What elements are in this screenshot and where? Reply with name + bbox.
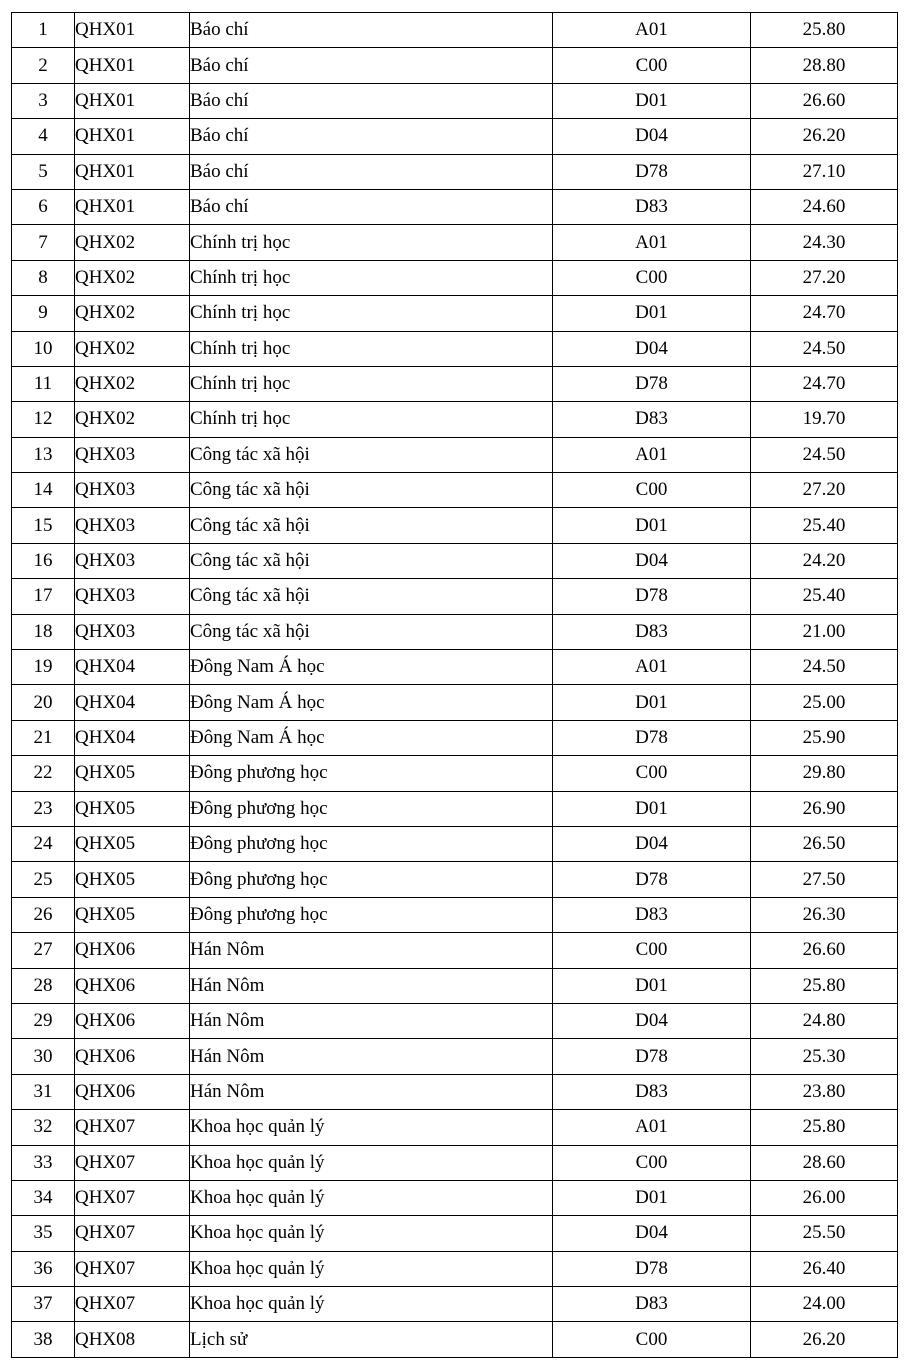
subject-block-cell: A01 [553, 225, 751, 260]
score-cell: 24.70 [751, 366, 898, 401]
table-row [12, 1251, 898, 1286]
major-code-cell: QHX03 [75, 473, 190, 508]
major-code-cell: QHX02 [75, 366, 190, 401]
subject-block-cell: D83 [553, 1074, 751, 1109]
table-row [12, 366, 898, 401]
row-number-cell: 15 [12, 508, 75, 543]
subject-block-cell: A01 [553, 650, 751, 685]
major-code-cell: QHX07 [75, 1180, 190, 1215]
score-cell: 26.20 [751, 1322, 898, 1357]
major-code-cell: QHX01 [75, 154, 190, 189]
major-name-cell: Đông phương học [190, 756, 553, 791]
major-code-cell: QHX01 [75, 119, 190, 154]
score-cell: 23.80 [751, 1074, 898, 1109]
major-name-cell: Chính trị học [190, 366, 553, 401]
row-number-cell: 1 [12, 13, 75, 48]
score-cell: 24.50 [751, 650, 898, 685]
score-cell: 26.60 [751, 933, 898, 968]
score-cell: 19.70 [751, 402, 898, 437]
major-code-cell: QHX02 [75, 225, 190, 260]
subject-block-cell: C00 [553, 260, 751, 295]
major-code-cell: QHX02 [75, 260, 190, 295]
score-cell: 25.50 [751, 1216, 898, 1251]
subject-block-cell: A01 [553, 437, 751, 472]
subject-block-cell: D83 [553, 402, 751, 437]
major-name-cell: Đông phương học [190, 791, 553, 826]
table-row [12, 154, 898, 189]
subject-block-cell: D04 [553, 331, 751, 366]
table-row [12, 331, 898, 366]
row-number-cell: 25 [12, 862, 75, 897]
subject-block-cell: D78 [553, 579, 751, 614]
table-row [12, 225, 898, 260]
table-row [12, 473, 898, 508]
major-code-cell: QHX07 [75, 1145, 190, 1180]
score-cell: 21.00 [751, 614, 898, 649]
score-cell: 26.60 [751, 83, 898, 118]
row-number-cell: 23 [12, 791, 75, 826]
subject-block-cell: C00 [553, 48, 751, 83]
major-name-cell: Khoa học quản lý [190, 1145, 553, 1180]
row-number-cell: 12 [12, 402, 75, 437]
subject-block-cell: A01 [553, 13, 751, 48]
score-cell: 25.40 [751, 508, 898, 543]
score-cell: 27.20 [751, 473, 898, 508]
major-name-cell: Lịch sử [190, 1322, 553, 1357]
subject-block-cell: C00 [553, 756, 751, 791]
subject-block-cell: A01 [553, 1110, 751, 1145]
row-number-cell: 10 [12, 331, 75, 366]
major-code-cell: QHX07 [75, 1216, 190, 1251]
admission-scores-table [11, 12, 898, 1358]
row-number-cell: 19 [12, 650, 75, 685]
major-code-cell: QHX03 [75, 614, 190, 649]
major-name-cell: Báo chí [190, 48, 553, 83]
major-code-cell: QHX06 [75, 968, 190, 1003]
row-number-cell: 28 [12, 968, 75, 1003]
major-name-cell: Hán Nôm [190, 1074, 553, 1109]
row-number-cell: 32 [12, 1110, 75, 1145]
table-row [12, 48, 898, 83]
score-cell: 26.20 [751, 119, 898, 154]
table-row [12, 1180, 898, 1215]
row-number-cell: 16 [12, 543, 75, 578]
subject-block-cell: D04 [553, 826, 751, 861]
major-name-cell: Báo chí [190, 83, 553, 118]
row-number-cell: 4 [12, 119, 75, 154]
subject-block-cell: D83 [553, 189, 751, 224]
major-code-cell: QHX04 [75, 685, 190, 720]
major-name-cell: Công tác xã hội [190, 579, 553, 614]
table-row [12, 402, 898, 437]
major-code-cell: QHX06 [75, 1003, 190, 1038]
subject-block-cell: D83 [553, 614, 751, 649]
table-row [12, 826, 898, 861]
major-name-cell: Đông phương học [190, 826, 553, 861]
row-number-cell: 18 [12, 614, 75, 649]
major-code-cell: QHX01 [75, 48, 190, 83]
subject-block-cell: D83 [553, 897, 751, 932]
table-row [12, 119, 898, 154]
major-code-cell: QHX05 [75, 756, 190, 791]
subject-block-cell: C00 [553, 1145, 751, 1180]
table-row [12, 1039, 898, 1074]
row-number-cell: 7 [12, 225, 75, 260]
table-row [12, 1145, 898, 1180]
subject-block-cell: C00 [553, 933, 751, 968]
row-number-cell: 35 [12, 1216, 75, 1251]
row-number-cell: 5 [12, 154, 75, 189]
table-row [12, 862, 898, 897]
major-code-cell: QHX05 [75, 897, 190, 932]
row-number-cell: 2 [12, 48, 75, 83]
major-code-cell: QHX06 [75, 1074, 190, 1109]
table-row [12, 756, 898, 791]
major-name-cell: Hán Nôm [190, 968, 553, 1003]
table-row [12, 1287, 898, 1322]
major-code-cell: QHX07 [75, 1251, 190, 1286]
table-row [12, 260, 898, 295]
score-cell: 25.90 [751, 720, 898, 755]
major-code-cell: QHX02 [75, 402, 190, 437]
major-name-cell: Khoa học quản lý [190, 1216, 553, 1251]
major-name-cell: Hán Nôm [190, 933, 553, 968]
subject-block-cell: D04 [553, 119, 751, 154]
row-number-cell: 37 [12, 1287, 75, 1322]
table-row [12, 83, 898, 118]
row-number-cell: 26 [12, 897, 75, 932]
score-cell: 24.50 [751, 437, 898, 472]
subject-block-cell: C00 [553, 1322, 751, 1357]
score-cell: 26.90 [751, 791, 898, 826]
major-name-cell: Chính trị học [190, 331, 553, 366]
score-cell: 24.70 [751, 296, 898, 331]
major-code-cell: QHX01 [75, 189, 190, 224]
table-row [12, 720, 898, 755]
score-cell: 24.30 [751, 225, 898, 260]
major-code-cell: QHX07 [75, 1287, 190, 1322]
table-body [12, 13, 898, 1358]
row-number-cell: 38 [12, 1322, 75, 1357]
major-name-cell: Đông phương học [190, 862, 553, 897]
row-number-cell: 34 [12, 1180, 75, 1215]
row-number-cell: 30 [12, 1039, 75, 1074]
major-name-cell: Báo chí [190, 119, 553, 154]
major-name-cell: Đông phương học [190, 897, 553, 932]
major-name-cell: Chính trị học [190, 260, 553, 295]
major-name-cell: Khoa học quản lý [190, 1251, 553, 1286]
table-row [12, 1003, 898, 1038]
row-number-cell: 14 [12, 473, 75, 508]
row-number-cell: 8 [12, 260, 75, 295]
score-cell: 24.80 [751, 1003, 898, 1038]
table-row [12, 1074, 898, 1109]
table-row [12, 685, 898, 720]
table-row [12, 650, 898, 685]
major-name-cell: Công tác xã hội [190, 437, 553, 472]
major-name-cell: Chính trị học [190, 296, 553, 331]
table-row [12, 508, 898, 543]
subject-block-cell: D78 [553, 862, 751, 897]
score-cell: 26.00 [751, 1180, 898, 1215]
score-cell: 25.80 [751, 13, 898, 48]
subject-block-cell: D01 [553, 508, 751, 543]
subject-block-cell: D04 [553, 543, 751, 578]
major-code-cell: QHX02 [75, 296, 190, 331]
row-number-cell: 22 [12, 756, 75, 791]
score-cell: 24.00 [751, 1287, 898, 1322]
score-cell: 28.60 [751, 1145, 898, 1180]
row-number-cell: 20 [12, 685, 75, 720]
subject-block-cell: D01 [553, 296, 751, 331]
major-name-cell: Công tác xã hội [190, 473, 553, 508]
row-number-cell: 29 [12, 1003, 75, 1038]
score-cell: 25.30 [751, 1039, 898, 1074]
row-number-cell: 31 [12, 1074, 75, 1109]
score-cell: 27.20 [751, 260, 898, 295]
major-code-cell: QHX03 [75, 437, 190, 472]
major-name-cell: Hán Nôm [190, 1003, 553, 1038]
table-row [12, 897, 898, 932]
score-cell: 29.80 [751, 756, 898, 791]
row-number-cell: 24 [12, 826, 75, 861]
subject-block-cell: D01 [553, 685, 751, 720]
major-name-cell: Công tác xã hội [190, 543, 553, 578]
score-cell: 26.50 [751, 826, 898, 861]
row-number-cell: 6 [12, 189, 75, 224]
subject-block-cell: D04 [553, 1003, 751, 1038]
major-name-cell: Khoa học quản lý [190, 1287, 553, 1322]
subject-block-cell: D78 [553, 1251, 751, 1286]
major-code-cell: QHX08 [75, 1322, 190, 1357]
table-row [12, 1216, 898, 1251]
subject-block-cell: D78 [553, 366, 751, 401]
major-code-cell: QHX03 [75, 508, 190, 543]
subject-block-cell: D78 [553, 1039, 751, 1074]
major-name-cell: Hán Nôm [190, 1039, 553, 1074]
major-code-cell: QHX04 [75, 650, 190, 685]
major-name-cell: Báo chí [190, 154, 553, 189]
major-code-cell: QHX03 [75, 543, 190, 578]
major-name-cell: Đông Nam Á học [190, 650, 553, 685]
row-number-cell: 13 [12, 437, 75, 472]
major-name-cell: Khoa học quản lý [190, 1180, 553, 1215]
subject-block-cell: D01 [553, 791, 751, 826]
major-code-cell: QHX04 [75, 720, 190, 755]
subject-block-cell: D78 [553, 720, 751, 755]
score-cell: 27.50 [751, 862, 898, 897]
major-name-cell: Công tác xã hội [190, 508, 553, 543]
table-row [12, 968, 898, 1003]
subject-block-cell: D83 [553, 1287, 751, 1322]
subject-block-cell: D78 [553, 154, 751, 189]
score-cell: 28.80 [751, 48, 898, 83]
table-row [12, 296, 898, 331]
major-code-cell: QHX05 [75, 826, 190, 861]
major-name-cell: Chính trị học [190, 225, 553, 260]
table-row [12, 1110, 898, 1145]
subject-block-cell: D01 [553, 83, 751, 118]
score-cell: 25.80 [751, 968, 898, 1003]
row-number-cell: 11 [12, 366, 75, 401]
table-row [12, 579, 898, 614]
subject-block-cell: C00 [553, 473, 751, 508]
major-code-cell: QHX02 [75, 331, 190, 366]
table-row [12, 13, 898, 48]
score-cell: 26.40 [751, 1251, 898, 1286]
major-code-cell: QHX01 [75, 83, 190, 118]
score-cell: 24.20 [751, 543, 898, 578]
row-number-cell: 9 [12, 296, 75, 331]
score-cell: 24.50 [751, 331, 898, 366]
table-row [12, 437, 898, 472]
major-code-cell: QHX05 [75, 791, 190, 826]
score-cell: 24.60 [751, 189, 898, 224]
major-name-cell: Công tác xã hội [190, 614, 553, 649]
row-number-cell: 3 [12, 83, 75, 118]
major-code-cell: QHX06 [75, 1039, 190, 1074]
major-code-cell: QHX03 [75, 579, 190, 614]
table-row [12, 933, 898, 968]
row-number-cell: 21 [12, 720, 75, 755]
major-name-cell: Chính trị học [190, 402, 553, 437]
major-name-cell: Đông Nam Á học [190, 685, 553, 720]
row-number-cell: 27 [12, 933, 75, 968]
score-cell: 25.80 [751, 1110, 898, 1145]
row-number-cell: 17 [12, 579, 75, 614]
score-cell: 25.40 [751, 579, 898, 614]
major-name-cell: Báo chí [190, 189, 553, 224]
table-row [12, 614, 898, 649]
major-name-cell: Đông Nam Á học [190, 720, 553, 755]
table-row [12, 189, 898, 224]
major-name-cell: Khoa học quản lý [190, 1110, 553, 1145]
score-cell: 25.00 [751, 685, 898, 720]
subject-block-cell: D01 [553, 968, 751, 1003]
score-cell: 26.30 [751, 897, 898, 932]
table-row [12, 543, 898, 578]
major-code-cell: QHX06 [75, 933, 190, 968]
major-code-cell: QHX07 [75, 1110, 190, 1145]
major-code-cell: QHX01 [75, 13, 190, 48]
row-number-cell: 33 [12, 1145, 75, 1180]
score-cell: 27.10 [751, 154, 898, 189]
table-row [12, 1322, 898, 1357]
major-code-cell: QHX05 [75, 862, 190, 897]
subject-block-cell: D01 [553, 1180, 751, 1215]
subject-block-cell: D04 [553, 1216, 751, 1251]
table-row [12, 791, 898, 826]
major-name-cell: Báo chí [190, 13, 553, 48]
row-number-cell: 36 [12, 1251, 75, 1286]
